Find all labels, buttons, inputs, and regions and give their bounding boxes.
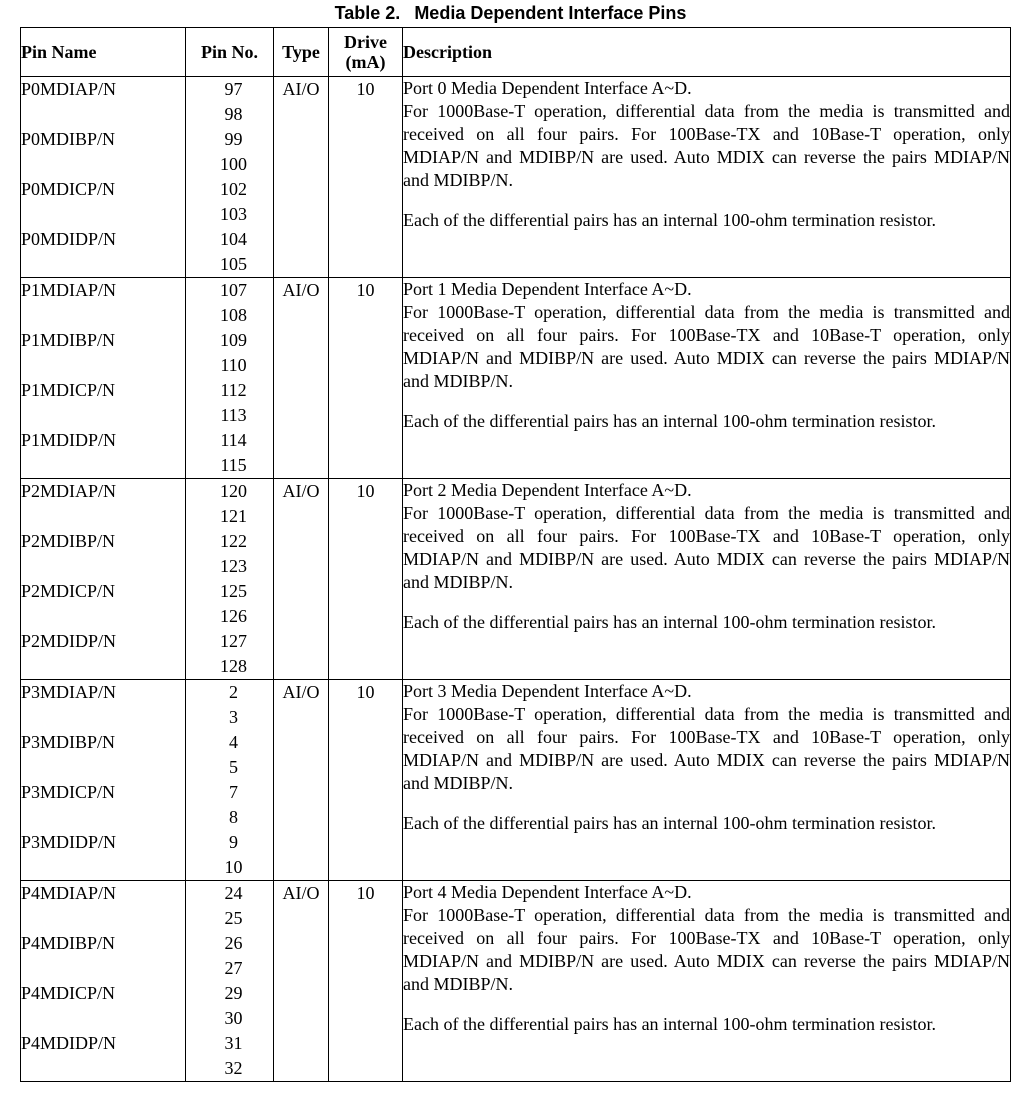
table-row bbox=[21, 479, 1011, 680]
pin-number: 122 bbox=[220, 531, 247, 551]
table-row bbox=[21, 680, 1011, 881]
pin-number: 31 bbox=[224, 1033, 243, 1053]
table-row bbox=[21, 77, 1011, 278]
header-pin-no: Pin No. bbox=[186, 28, 274, 77]
pin-drive: 10 bbox=[329, 479, 403, 680]
pin-drive: 10 bbox=[329, 680, 403, 881]
pin-number: 7 bbox=[229, 782, 238, 802]
pin-name: P1MDICP/N bbox=[21, 380, 116, 400]
pin-number: 32 bbox=[224, 1058, 243, 1078]
pin-description bbox=[403, 881, 1011, 1082]
pin-name: P1MDIBP/N bbox=[21, 330, 116, 350]
pin-number-cell bbox=[186, 278, 274, 479]
pin-name: P0MDIBP/N bbox=[21, 129, 116, 149]
pin-number: 102 bbox=[220, 179, 247, 199]
pin-name: P4MDICP/N bbox=[21, 983, 116, 1003]
table-body bbox=[21, 77, 1011, 1082]
pin-name: P2MDIDP/N bbox=[21, 631, 117, 651]
pin-number: 113 bbox=[220, 405, 247, 425]
pin-number-cell bbox=[186, 680, 274, 881]
pin-name: P3MDIDP/N bbox=[21, 832, 117, 852]
pin-number-cell bbox=[186, 881, 274, 1082]
pin-name: P0MDICP/N bbox=[21, 179, 116, 199]
pin-number: 126 bbox=[220, 606, 247, 626]
pin-number: 100 bbox=[220, 154, 247, 174]
pin-number: 128 bbox=[220, 656, 247, 676]
pin-description bbox=[403, 278, 1011, 479]
pin-name: P0MDIDP/N bbox=[21, 229, 117, 249]
pin-name: P3MDICP/N bbox=[21, 782, 116, 802]
pin-number: 108 bbox=[220, 305, 247, 325]
pin-number: 104 bbox=[220, 229, 247, 249]
pin-name: P2MDICP/N bbox=[21, 581, 116, 601]
pin-number: 8 bbox=[229, 807, 238, 827]
table-header-row bbox=[21, 28, 1011, 77]
pin-type: AI/O bbox=[274, 77, 329, 278]
pin-name: P4MDIBP/N bbox=[21, 933, 116, 953]
pin-name-cell bbox=[21, 680, 186, 881]
pin-name: P2MDIBP/N bbox=[21, 531, 116, 551]
pin-number: 110 bbox=[220, 355, 247, 375]
pin-number: 25 bbox=[224, 908, 243, 928]
table-caption: Media Dependent Interface Pins bbox=[414, 3, 687, 23]
pin-number: 120 bbox=[220, 481, 247, 501]
pin-name-cell bbox=[21, 77, 186, 278]
pin-number: 30 bbox=[224, 1008, 243, 1028]
pin-name: P1MDIAP/N bbox=[21, 280, 117, 300]
pin-number-cell bbox=[186, 479, 274, 680]
pin-description bbox=[403, 479, 1011, 680]
table-row bbox=[21, 881, 1011, 1082]
pin-number: 29 bbox=[224, 983, 243, 1003]
description-title: Port 0 Media Dependent Interface A~D. bbox=[403, 78, 692, 98]
pin-drive: 10 bbox=[329, 881, 403, 1082]
description-body: For 1000Base-T operation, differential data from the media is transmitted and received on all four pairs. For 100Base-TX and 10Base-T operation, only MDIAP/N and MDIBP/N are used. Auto MDIX can reverse the pairs MDIAP/N and MDIBP/N. bbox=[403, 101, 1010, 190]
header-drive-unit: (mA) bbox=[345, 52, 386, 72]
pin-type: AI/O bbox=[274, 479, 329, 680]
pin-number: 2 bbox=[229, 682, 238, 702]
description-title: Port 4 Media Dependent Interface A~D. bbox=[403, 882, 692, 902]
pin-name: P2MDIAP/N bbox=[21, 481, 117, 501]
pin-number: 109 bbox=[220, 330, 247, 350]
description-note: Each of the differential pairs has an internal 100-ohm termination resistor. bbox=[403, 1014, 937, 1034]
pin-number: 24 bbox=[224, 883, 243, 903]
pin-name: P4MDIAP/N bbox=[21, 883, 117, 903]
pin-number: 105 bbox=[220, 254, 247, 274]
pin-number: 125 bbox=[220, 581, 247, 601]
pin-number: 5 bbox=[229, 757, 238, 777]
pin-drive: 10 bbox=[329, 278, 403, 479]
pin-number: 112 bbox=[220, 380, 247, 400]
header-description: Description bbox=[403, 28, 1011, 77]
description-note: Each of the differential pairs has an internal 100-ohm termination resistor. bbox=[403, 813, 937, 833]
description-title: Port 1 Media Dependent Interface A~D. bbox=[403, 279, 692, 299]
pin-description bbox=[403, 77, 1011, 278]
pin-number: 9 bbox=[229, 832, 238, 852]
pin-number: 107 bbox=[220, 280, 247, 300]
description-body: For 1000Base-T operation, differential data from the media is transmitted and received on all four pairs. For 100Base-TX and 10Base-T operation, only MDIAP/N and MDIBP/N are used. Auto MDIX can reverse the pairs MDIAP/N and MDIBP/N. bbox=[403, 905, 1010, 994]
pin-type: AI/O bbox=[274, 881, 329, 1082]
pin-name: P4MDIDP/N bbox=[21, 1033, 117, 1053]
pin-number: 4 bbox=[229, 732, 238, 752]
description-note: Each of the differential pairs has an internal 100-ohm termination resistor. bbox=[403, 612, 937, 632]
pin-number: 115 bbox=[220, 455, 247, 475]
pin-description bbox=[403, 680, 1011, 881]
pin-type: AI/O bbox=[274, 680, 329, 881]
pin-type: AI/O bbox=[274, 278, 329, 479]
pin-name-cell bbox=[21, 881, 186, 1082]
header-drive bbox=[329, 28, 403, 77]
table-number: Table 2. bbox=[334, 3, 401, 23]
pin-drive: 10 bbox=[329, 77, 403, 278]
pin-name: P1MDIDP/N bbox=[21, 430, 117, 450]
pin-number: 10 bbox=[224, 857, 243, 877]
pin-number: 127 bbox=[220, 631, 247, 651]
description-note: Each of the differential pairs has an internal 100-ohm termination resistor. bbox=[403, 210, 937, 230]
description-title: Port 3 Media Dependent Interface A~D. bbox=[403, 681, 692, 701]
description-body: For 1000Base-T operation, differential data from the media is transmitted and received on all four pairs. For 100Base-TX and 10Base-T operation, only MDIAP/N and MDIBP/N are used. Auto MDIX can reverse the pairs MDIAP/N and MDIBP/N. bbox=[403, 302, 1010, 391]
pin-number: 121 bbox=[220, 506, 247, 526]
pin-number: 3 bbox=[229, 707, 238, 727]
pin-number: 27 bbox=[224, 958, 243, 978]
table-row bbox=[21, 278, 1011, 479]
table-title bbox=[0, 2, 1021, 24]
pin-number: 123 bbox=[220, 556, 247, 576]
description-title: Port 2 Media Dependent Interface A~D. bbox=[403, 480, 692, 500]
pin-number: 103 bbox=[220, 204, 247, 224]
pin-number: 98 bbox=[224, 104, 243, 124]
description-body: For 1000Base-T operation, differential data from the media is transmitted and received on all four pairs. For 100Base-TX and 10Base-T operation, only MDIAP/N and MDIBP/N are used. Auto MDIX can reverse the pairs MDIAP/N and MDIBP/N. bbox=[403, 503, 1010, 592]
pin-number: 26 bbox=[224, 933, 243, 953]
pin-number: 114 bbox=[220, 430, 247, 450]
description-body: For 1000Base-T operation, differential data from the media is transmitted and received on all four pairs. For 100Base-TX and 10Base-T operation, only MDIAP/N and MDIBP/N are used. Auto MDIX can reverse the pairs MDIAP/N and MDIBP/N. bbox=[403, 704, 1010, 793]
header-type: Type bbox=[274, 28, 329, 77]
pin-number: 97 bbox=[224, 79, 243, 99]
header-drive-label: Drive bbox=[344, 32, 387, 52]
pin-name: P3MDIAP/N bbox=[21, 682, 117, 702]
pin-number: 99 bbox=[224, 129, 243, 149]
description-note: Each of the differential pairs has an internal 100-ohm termination resistor. bbox=[403, 411, 937, 431]
pin-name: P0MDIAP/N bbox=[21, 79, 117, 99]
pin-name-cell bbox=[21, 278, 186, 479]
pin-name: P3MDIBP/N bbox=[21, 732, 116, 752]
header-pin-name: Pin Name bbox=[21, 28, 186, 77]
pin-name-cell bbox=[21, 479, 186, 680]
media-dependent-interface-pins-table bbox=[20, 27, 1011, 1082]
pin-number-cell bbox=[186, 77, 274, 278]
